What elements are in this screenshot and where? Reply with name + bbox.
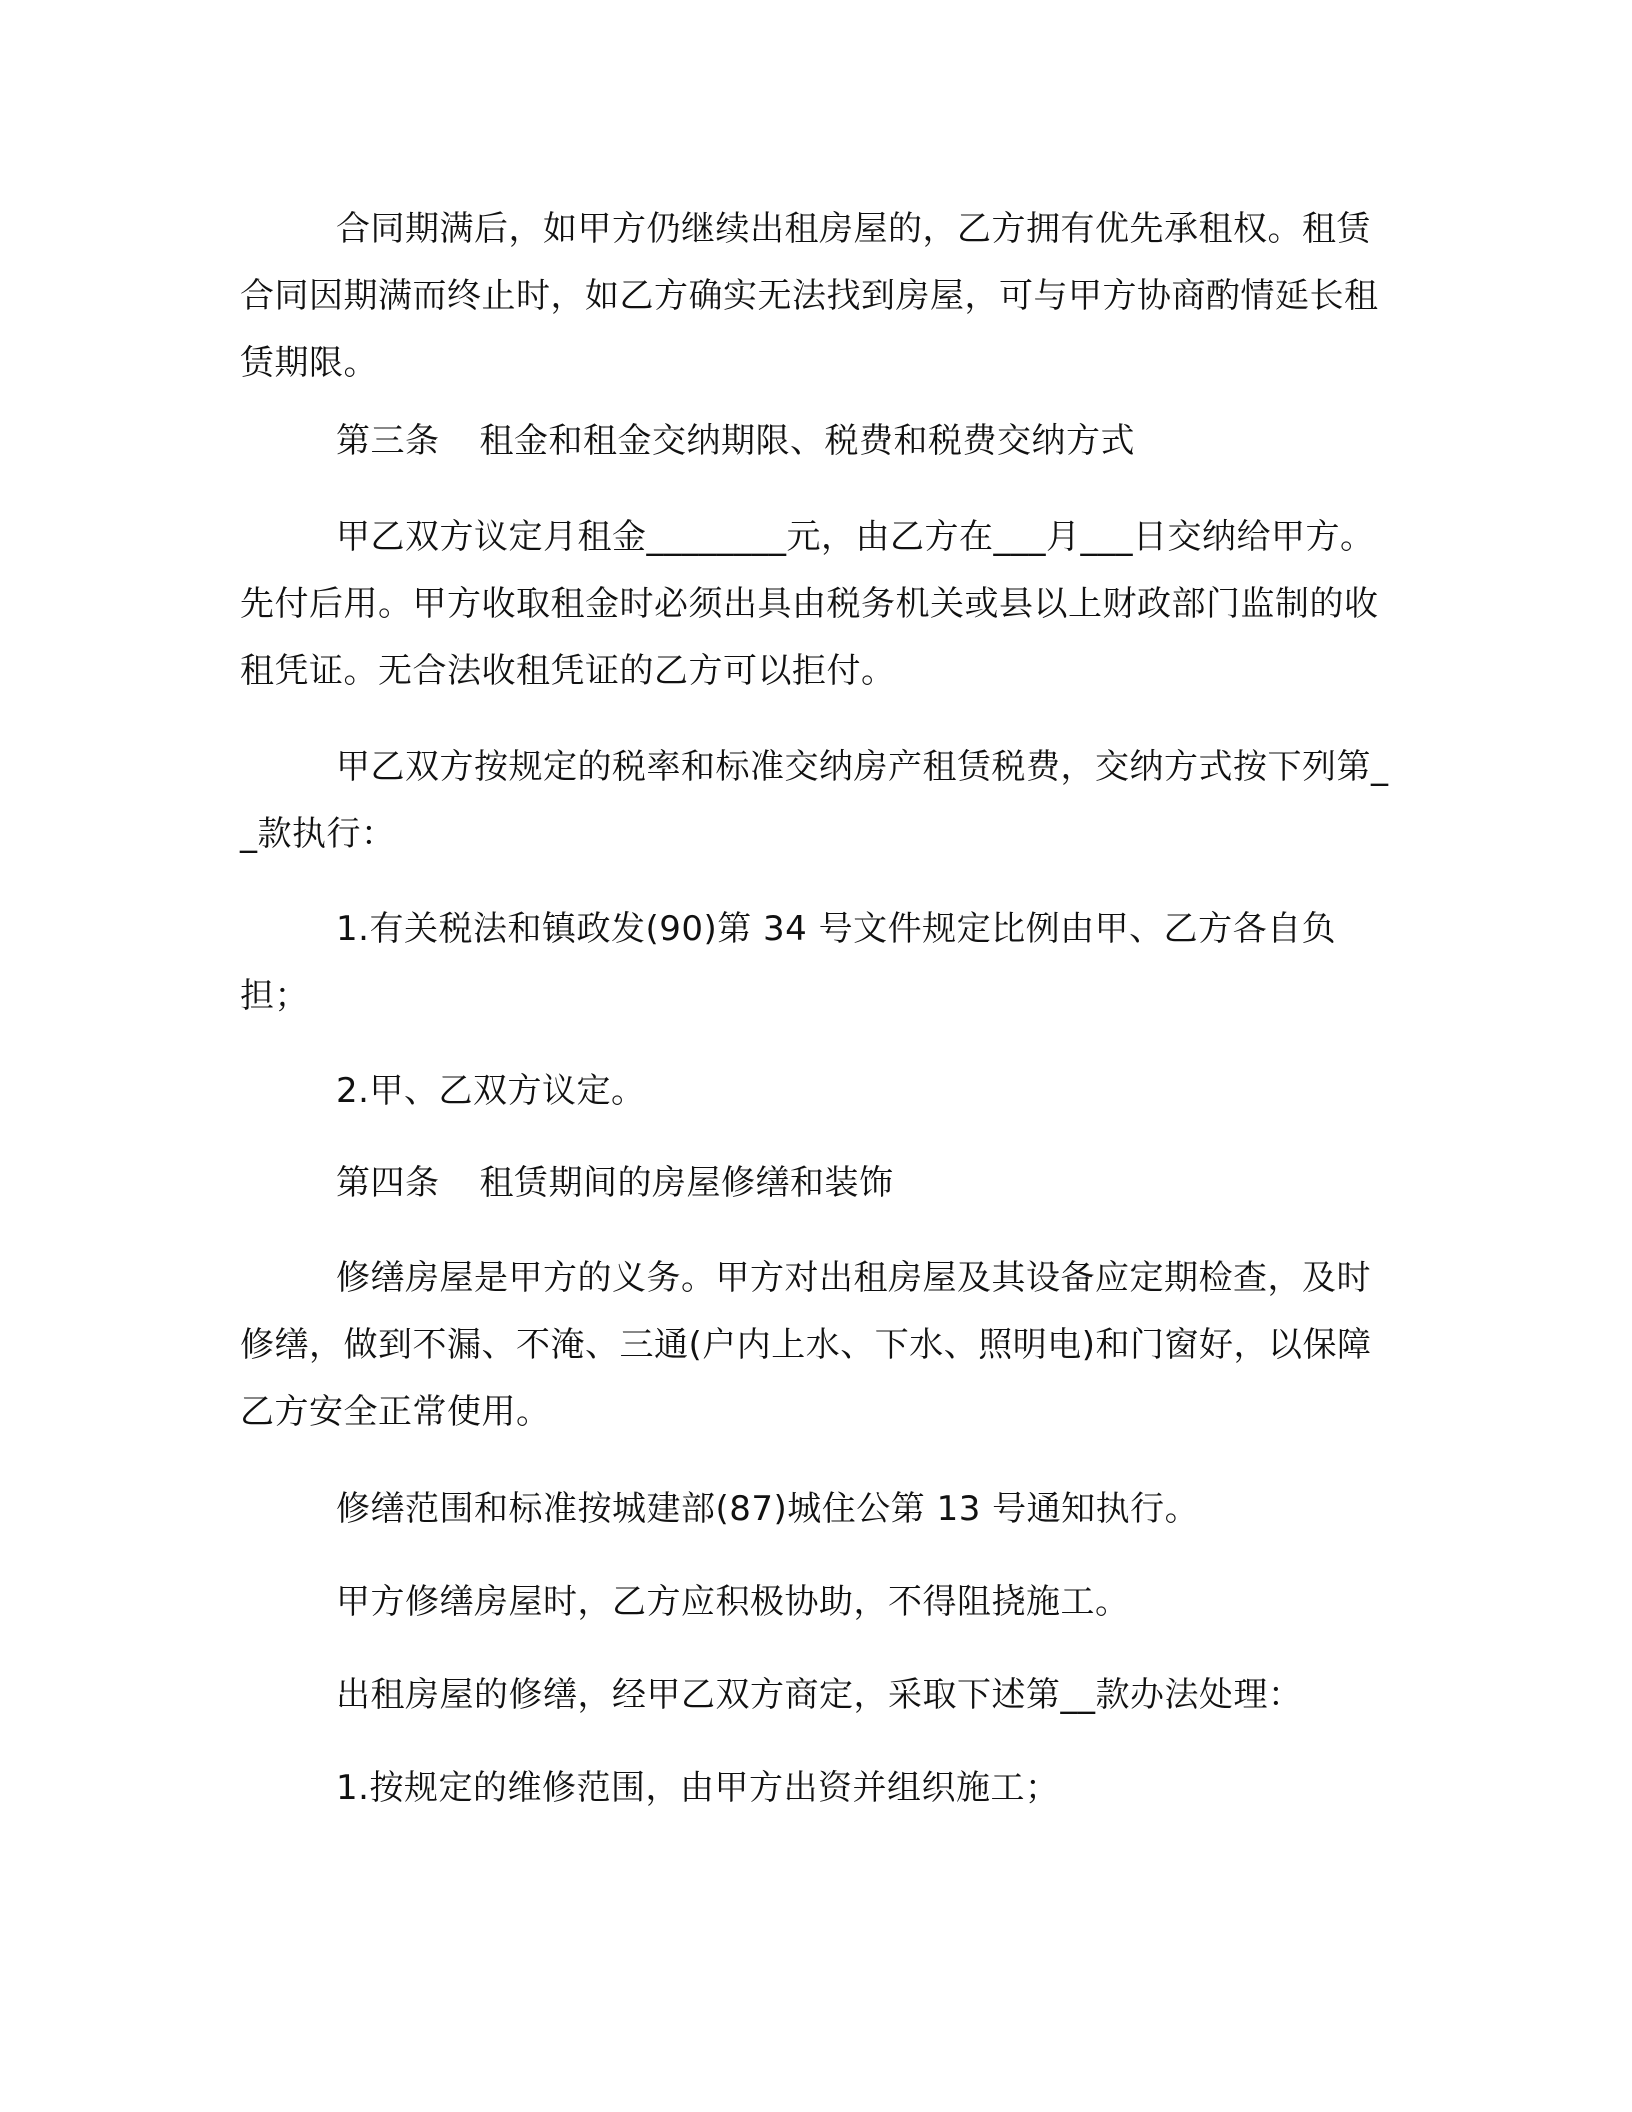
paragraph-tax-payment: 甲乙双方按规定的税率和标准交纳房产租赁税费，交纳方式按下列第__款执行： [240,747,1389,854]
article-4-number: 第四条 [336,1163,440,1203]
paragraph-repair-cooperation: 甲方修缮房屋时，乙方应积极协助，不得阻挠施工。 [336,1582,1130,1622]
paragraph-tax-option-1: 1.有关税法和镇政发(90)第 34 号文件规定比例由甲、乙方各自负担； [240,909,1337,1016]
paragraph-repair-scope: 修缮范围和标准按城建部(87)城住公第 13 号通知执行。 [336,1489,1200,1529]
paragraph-repair-method: 出租房屋的修缮，经甲乙双方商定，采取下述第__款办法处理： [336,1675,1303,1715]
article-4-heading [336,1150,894,1217]
paragraph-repair-duty: 修缮房屋是甲方的义务。甲方对出租房屋及其设备应定期检查，及时修缮，做到不漏、不淹、三通(户内上水、下水、照明电)和门窗好，以保障乙方安全正常使用。 [240,1258,1372,1432]
paragraph-repair-option-1: 1.按规定的维修范围，由甲方出资并组织施工； [336,1768,1060,1808]
article-3-title: 租金和租金交纳期限、税费和税费交纳方式 [479,421,1135,461]
paragraph-rent-payment: 甲乙双方议定月租金________元，由乙方在___月___日交纳给甲方。先付后用。甲方收取租金时必须出具由税务机关或县以上财政部门监制的收租凭证。无合法收租凭证的乙方可以拒付。 [240,517,1379,691]
paragraph-tax-option-2: 2.甲、乙双方议定。 [336,1071,646,1111]
article-4-title: 租赁期间的房屋修缮和装饰 [479,1163,894,1203]
article-3-heading [336,408,1135,475]
paragraph-lease-renewal: 合同期满后，如甲方仍继续出租房屋的，乙方拥有优先承租权。租赁合同因期满而终止时，如乙方确实无法找到房屋，可与甲方协商酌情延长租赁期限。 [240,209,1379,383]
article-3-number: 第三条 [336,421,440,461]
